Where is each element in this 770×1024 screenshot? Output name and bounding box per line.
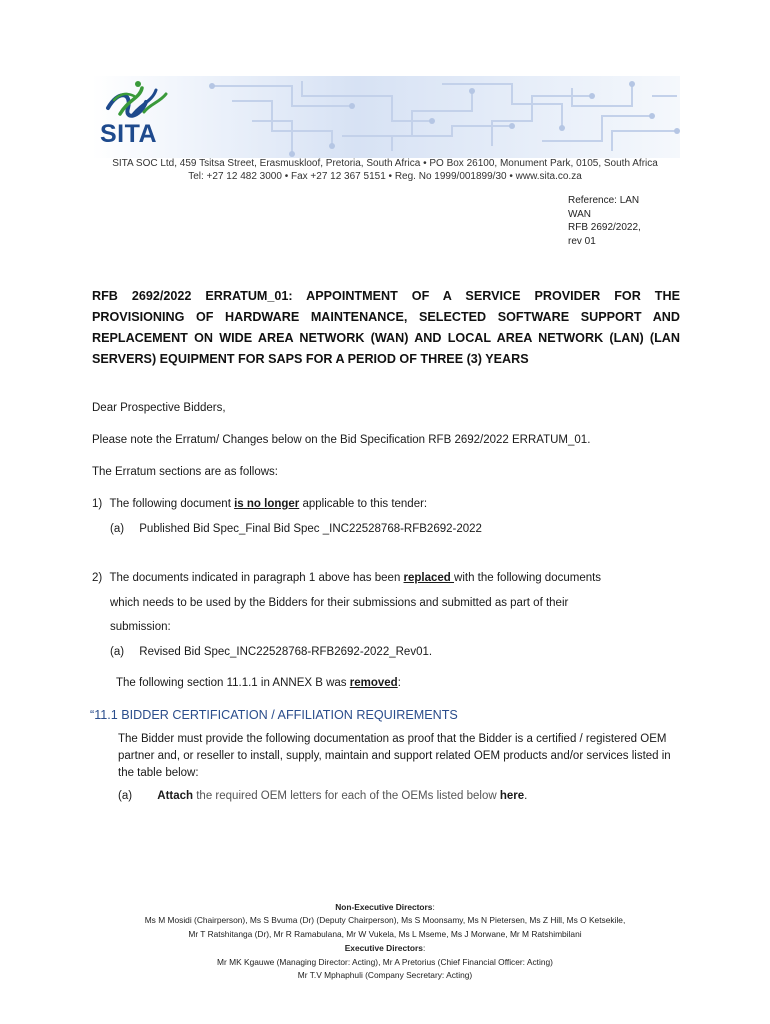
emphasis-text: is no longer	[234, 498, 300, 510]
reference-block	[568, 194, 641, 248]
list-item-2	[92, 572, 601, 584]
subitem-text: Revised Bid Spec_INC22528768-RFB2692-2022_Rev01.	[139, 646, 433, 658]
subitem-label: (a)	[110, 646, 125, 658]
list-text: applicable to this tender:	[299, 498, 428, 510]
note-text: The following section 11.1.1 in ANNEX B was	[116, 677, 350, 689]
company-contact: Tel: +27 12 482 3000 • Fax +27 12 367 5151 • Reg. No 1999/001899/30 • www.sita.co.za	[188, 171, 582, 182]
emphasis-text: replaced	[403, 572, 455, 584]
list-item-1	[92, 498, 427, 510]
attach-item	[118, 790, 527, 802]
list-text: with the following documents	[454, 572, 602, 584]
reference-line: RFB 2692/2022,	[568, 222, 641, 233]
company-address: SITA SOC Ltd, 459 Tsitsa Street, Erasmuskloof, Pretoria, South Africa • PO Box 26100, Monument Park, 0105, South Africa	[112, 158, 658, 169]
attach-text: .	[524, 790, 528, 802]
section-heading: “11.1 BIDDER CERTIFICATION / AFFILIATION REQUIREMENTS	[90, 708, 458, 722]
attach-text: the required OEM letters for each of the OEMs listed below	[193, 790, 500, 802]
reference-line: rev 01	[568, 235, 596, 247]
footer-non-exec-line: Mr T Ratshitanga (Dr), Mr R Ramabulana, Mr W Vukela, Ms L Mseme, Ms J Morwane, Mr M Ratshimbilani	[188, 929, 582, 939]
removed-section-note	[116, 677, 401, 689]
footer-exec-line: Mr MK Kgauwe (Managing Director: Acting), Mr A Pretorius (Chief Financial Officer: Acting)	[217, 957, 553, 967]
list-text: The following document	[109, 498, 235, 510]
reference-line: Reference: LAN	[568, 195, 640, 206]
erratum-note: Please note the Erratum/ Changes below on the Bid Specification RFB 2692/2022 ERRATUM_01.	[92, 434, 591, 446]
footer-heading: Executive Directors	[344, 943, 423, 953]
emphasis-text: removed	[349, 677, 398, 689]
section-paragraph	[118, 731, 678, 782]
document-title: RFB 2692/2022 ERRATUM_01: APPOINTMENT OF A SERVICE PROVIDER FOR THE PROVISIONING OF HARDWARE MAINTENANCE, SELECTED SOFTWARE SUPPORT AND REPLACEMENT ON WIDE AREA NETWORK (WAN) AND LOCAL AREA NETWORK (LAN) (LAN SERVERS) EQUIPMENT FOR SAPS FOR A PERIOD OF THREE (3) YEARS	[92, 289, 680, 366]
logo-text: SITA	[100, 120, 158, 148]
list-number: 2)	[92, 572, 103, 584]
emphasis-text: here	[499, 790, 525, 802]
footer-exec-heading: Executive Directors:	[344, 943, 426, 953]
sections-intro: The Erratum sections are as follows:	[92, 466, 278, 478]
footer-exec-line: Mr T.V Mphaphuli (Company Secretary: Acting)	[297, 970, 473, 980]
circuit-pattern-graphic	[92, 76, 680, 158]
note-text: :	[397, 677, 401, 689]
subitem-label: (a)	[110, 523, 125, 535]
header-banner	[92, 76, 680, 158]
list-item-2-continued: submission:	[110, 621, 171, 633]
list-number: 1)	[92, 498, 103, 510]
footer-non-exec-line: Ms M Mosidi (Chairperson), Ms S Bvuma (Dr) (Deputy Chairperson), Ms S Moonsamy, Ms N Pietersen, Ms Z Hill, Ms O Ketsekile,	[144, 915, 626, 925]
subitem-text: Published Bid Spec_Final Bid Spec _INC22528768-RFB2692-2022	[139, 523, 482, 535]
list-text: The documents indicated in paragraph 1 above has been	[109, 572, 404, 584]
list-item-2-continued: which needs to be used by the Bidders for their submissions and submitted as part of their	[110, 597, 569, 609]
section-text: The Bidder must provide the following documentation as proof that the Bidder is a certified / registered OEM partner and, or reseller to install, supply, maintain and support related OEM products and/or services listed in the table below:	[118, 733, 671, 779]
footer-non-exec-heading: Non-Executive Directors:	[335, 902, 435, 912]
footer-heading: Non-Executive Directors	[335, 902, 433, 912]
emphasis-text: Attach	[157, 790, 194, 802]
list-subitem-1a	[110, 523, 482, 535]
salutation: Dear Prospective Bidders,	[92, 402, 226, 414]
list-subitem-2a	[110, 646, 432, 658]
subitem-label: (a)	[118, 790, 133, 802]
reference-line: WAN	[568, 208, 591, 220]
